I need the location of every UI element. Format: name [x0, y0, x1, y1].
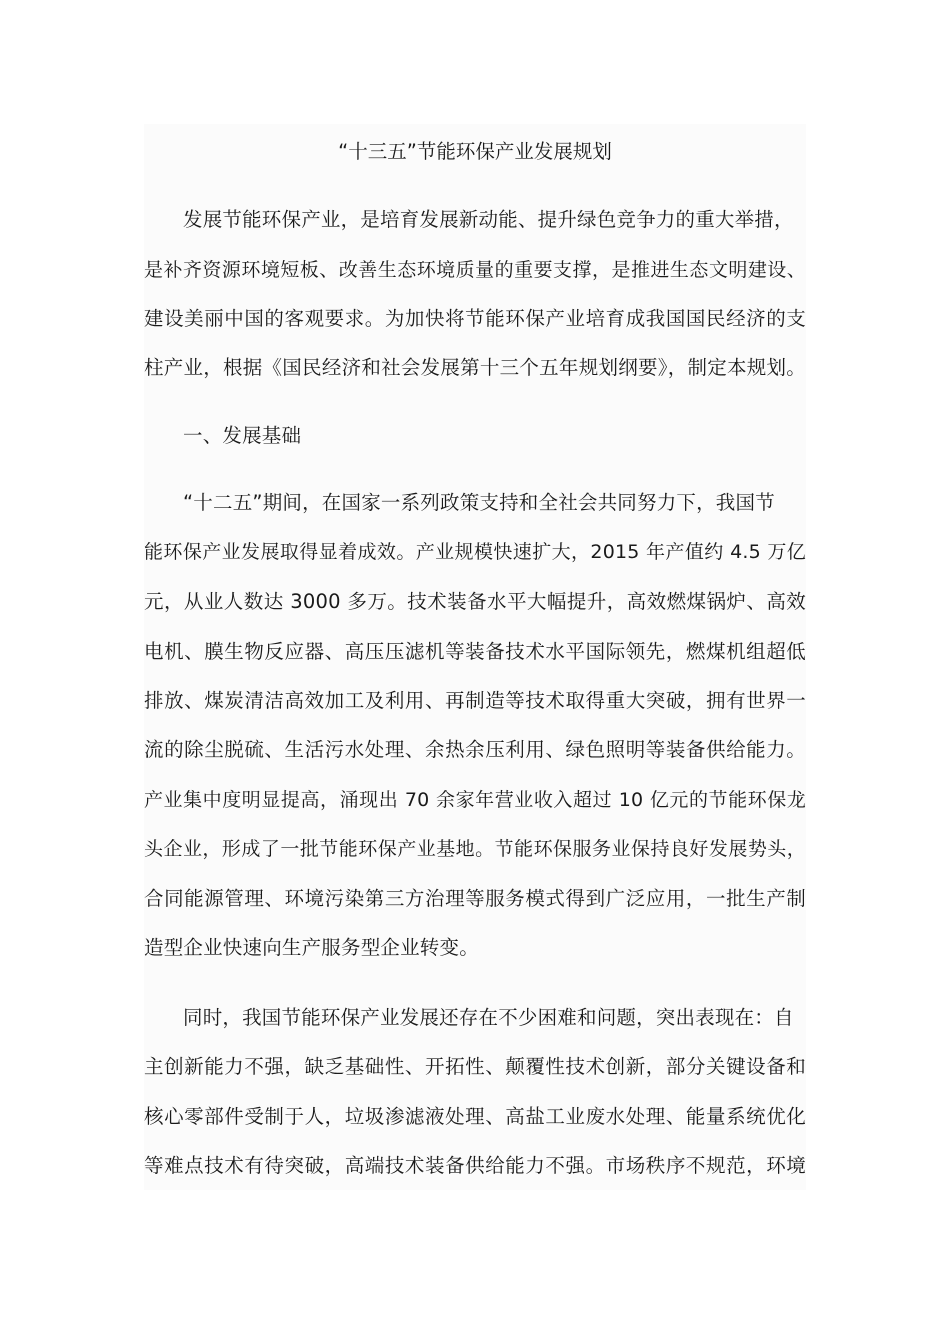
paragraph-line: 主创新能力不强，缺乏基础性、开拓性、颠覆性技术创新，部分关键设备和	[144, 1055, 806, 1078]
paragraph-line: 柱产业，根据《国民经济和社会发展第十三个五年规划纲要》，制定本规划。	[144, 356, 806, 379]
document-title: “十三五”节能环保产业发展规划	[338, 140, 612, 163]
paragraph-line: 能环保产业发展取得显着成效。产业规模快速扩大，2015 年产值约 4.5 万亿	[144, 541, 806, 563]
paragraph-line: 排放、煤炭清洁高效加工及利用、再制造等技术取得重大突破，拥有世界一	[144, 689, 806, 712]
paragraph-line: 造型企业快速向生产服务型企业转变。	[144, 936, 479, 959]
paragraph-line: 等难点技术有待突破，高端技术装备供给能力不强。市场秩序不规范，环境	[144, 1154, 806, 1177]
paragraph-line: 建设美丽中国的客观要求。为加快将节能环保产业培育成我国国民经济的支	[144, 307, 806, 330]
paragraph-line: 流的除尘脱硫、生活污水处理、余热余压利用、绿色照明等装备供给能力。	[144, 738, 806, 761]
paragraph-line: 核心零部件受制于人，垃圾渗滤液处理、高盐工业废水处理、能量系统优化	[144, 1105, 806, 1128]
paragraph-line: 发展节能环保产业，是培育发展新动能、提升绿色竞争力的重大举措，	[183, 208, 794, 231]
paragraph-line: 产业集中度明显提高，涌现出 70 余家年营业收入超过 10 亿元的节能环保龙	[144, 789, 806, 811]
document-page	[144, 124, 806, 1190]
paragraph-line: 是补齐资源环境短板、改善生态环境质量的重要支撑，是推进生态文明建设、	[144, 259, 806, 281]
section-heading: 一、发展基础	[183, 424, 302, 447]
paragraph-line: 合同能源管理、环境污染第三方治理等服务模式得到广泛应用，一批生产制	[144, 887, 806, 910]
paragraph-line: 头企业，形成了一批节能环保产业基地。节能环保服务业保持良好发展势头，	[144, 838, 806, 860]
paragraph-line: 电机、膜生物反应器、高压压滤机等装备技术水平国际领先，燃煤机组超低	[144, 640, 806, 663]
paragraph-line: 同时，我国节能环保产业发展还存在不少困难和问题，突出表现在：自	[183, 1006, 794, 1029]
paragraph-line: “十二五”期间，在国家一系列政策支持和全社会共同努力下，我国节	[183, 491, 775, 514]
paragraph-line: 元，从业人数达 3000 多万。技术装备水平大幅提升，高效燃煤锅炉、高效	[144, 590, 806, 613]
